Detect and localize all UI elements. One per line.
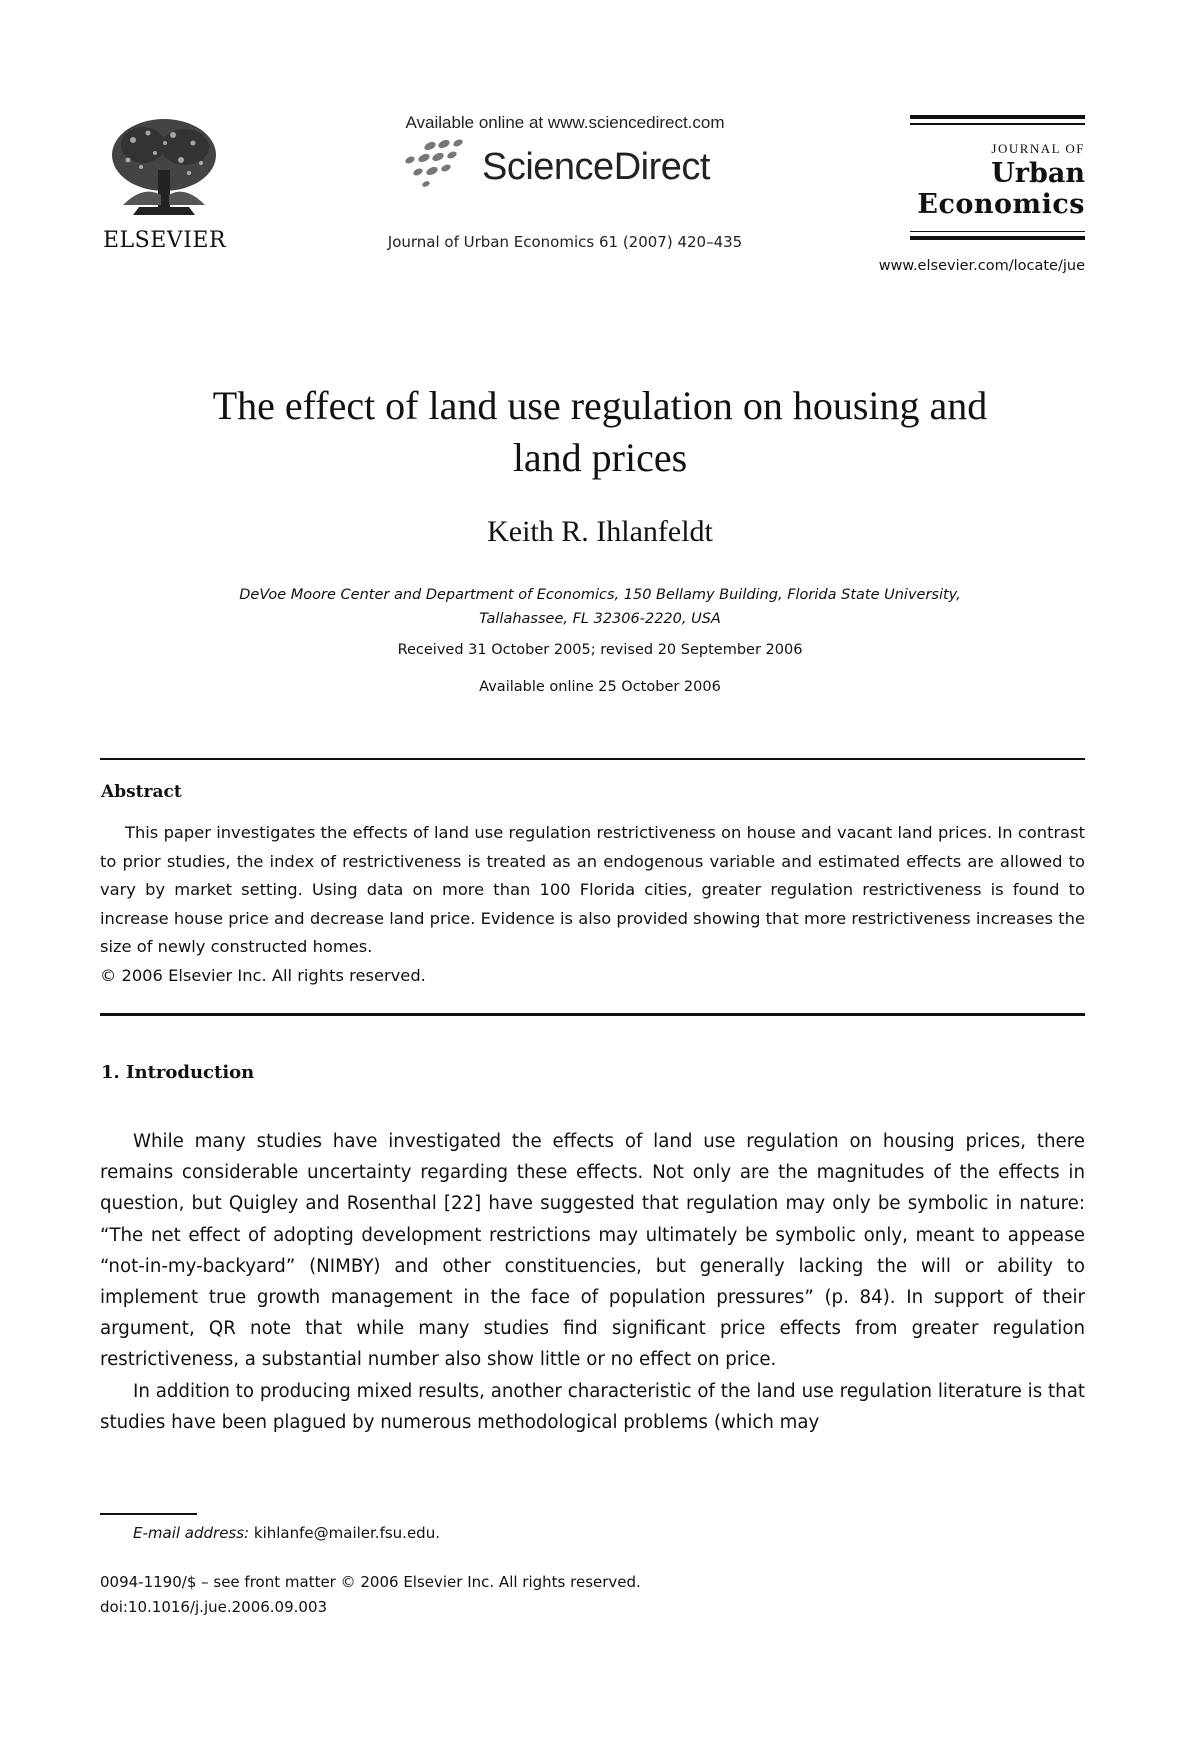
journal-logo	[910, 115, 1085, 240]
abstract-body	[100, 819, 1085, 990]
body-paragraph: In addition to producing mixed results, another characteristic of the land use regulation literature is that studies have been plagued by numerous methodological problems (which may	[100, 1380, 1085, 1433]
section-body	[100, 1126, 1085, 1438]
abstract-top-rule	[100, 758, 1085, 760]
abstract-paragraph: This paper investigates the effects of land use regulation restrictiveness on house and vacant land prices. In contrast to prior studies, the index of restrictiveness is treated as an endogenous variable and estimated effects are allowed to vary by market setting. Using data on more than 100 Florida cities, greater regulation restrictiveness is found to increase house price and decrease land price. Evidence is also provided showing that more restrictiveness increases the size of newly constructed homes.	[100, 823, 1085, 956]
title-line: land prices	[512, 435, 688, 480]
footnote-rule	[100, 1513, 197, 1515]
journal-logo-line1: JOURNAL OF	[991, 140, 1085, 156]
article-title	[100, 380, 1100, 484]
title-line: The effect of land use regulation on housing and	[212, 383, 988, 428]
section-heading: 1. Introduction	[101, 1062, 255, 1083]
abstract-bottom-rule	[100, 1013, 1085, 1016]
footnote-label: E-mail address:	[133, 1524, 250, 1542]
sciencedirect-dots-icon	[402, 138, 492, 190]
journal-citation: Journal of Urban Economics 61 (2007) 420–435	[387, 233, 743, 251]
journal-logo-rule	[910, 115, 1085, 119]
journal-logo-rule	[910, 231, 1085, 233]
journal-url-link[interactable]: www.elsevier.com/locate/jue	[878, 258, 1085, 274]
front-matter-issn: 0094-1190/$ – see front matter © 2006 Elsevier Inc. All rights reserved.	[100, 1573, 641, 1591]
footnote-email-link[interactable]: kihlanfe@mailer.fsu.edu.	[253, 1524, 440, 1542]
abstract-heading: Abstract	[101, 782, 182, 802]
journal-logo-rule	[910, 123, 1085, 125]
available-online-date: Available online 25 October 2006	[479, 679, 721, 695]
journal-logo-rule	[910, 236, 1085, 240]
publisher-logo-text: ELSEVIER	[103, 228, 227, 253]
author-name: Keith R. Ihlanfeldt	[487, 515, 713, 548]
available-online-text: Available online at www.sciencedirect.com	[405, 113, 725, 132]
journal-logo-line3: Economics	[917, 188, 1085, 220]
abstract-copyright: © 2006 Elsevier Inc. All rights reserved.	[100, 965, 426, 985]
body-paragraph: While many studies have investigated the effects of land use regulation on housing prices, there remains considerable uncertainty regarding these effects. Not only are the magnitudes of the effects in question, but Quigley and Rosenthal [22] have suggested that regulation may only be symbolic in nature: “The net effect of adopting development restrictions may ultimately be symbolic only, meant to appease “not-in-my-backyard” (NIMBY) and other constituencies, but generally lacking the will or ability to implement true growth management in the face of population pressures” (p. 84). In support of their argument, QR note that while many studies find significant price effects from greater regulation restrictiveness, a substantial number also show little or no effect on price.	[100, 1131, 1085, 1371]
sciencedirect-wordmark: ScienceDirect	[482, 146, 710, 188]
received-dates: Received 31 October 2005; revised 20 September 2006	[397, 642, 803, 658]
journal-logo-line2: Urban	[991, 157, 1085, 189]
affiliation-line: DeVoe Moore Center and Department of Economics, 150 Bellamy Building, Florida State University,	[239, 587, 961, 603]
affiliation-line: Tallahassee, FL 32306-2220, USA	[479, 611, 721, 627]
footnote-email	[133, 1524, 440, 1542]
author-affiliation	[100, 583, 1100, 631]
doi-link[interactable]: doi:10.1016/j.jue.2006.09.003	[100, 1598, 328, 1616]
